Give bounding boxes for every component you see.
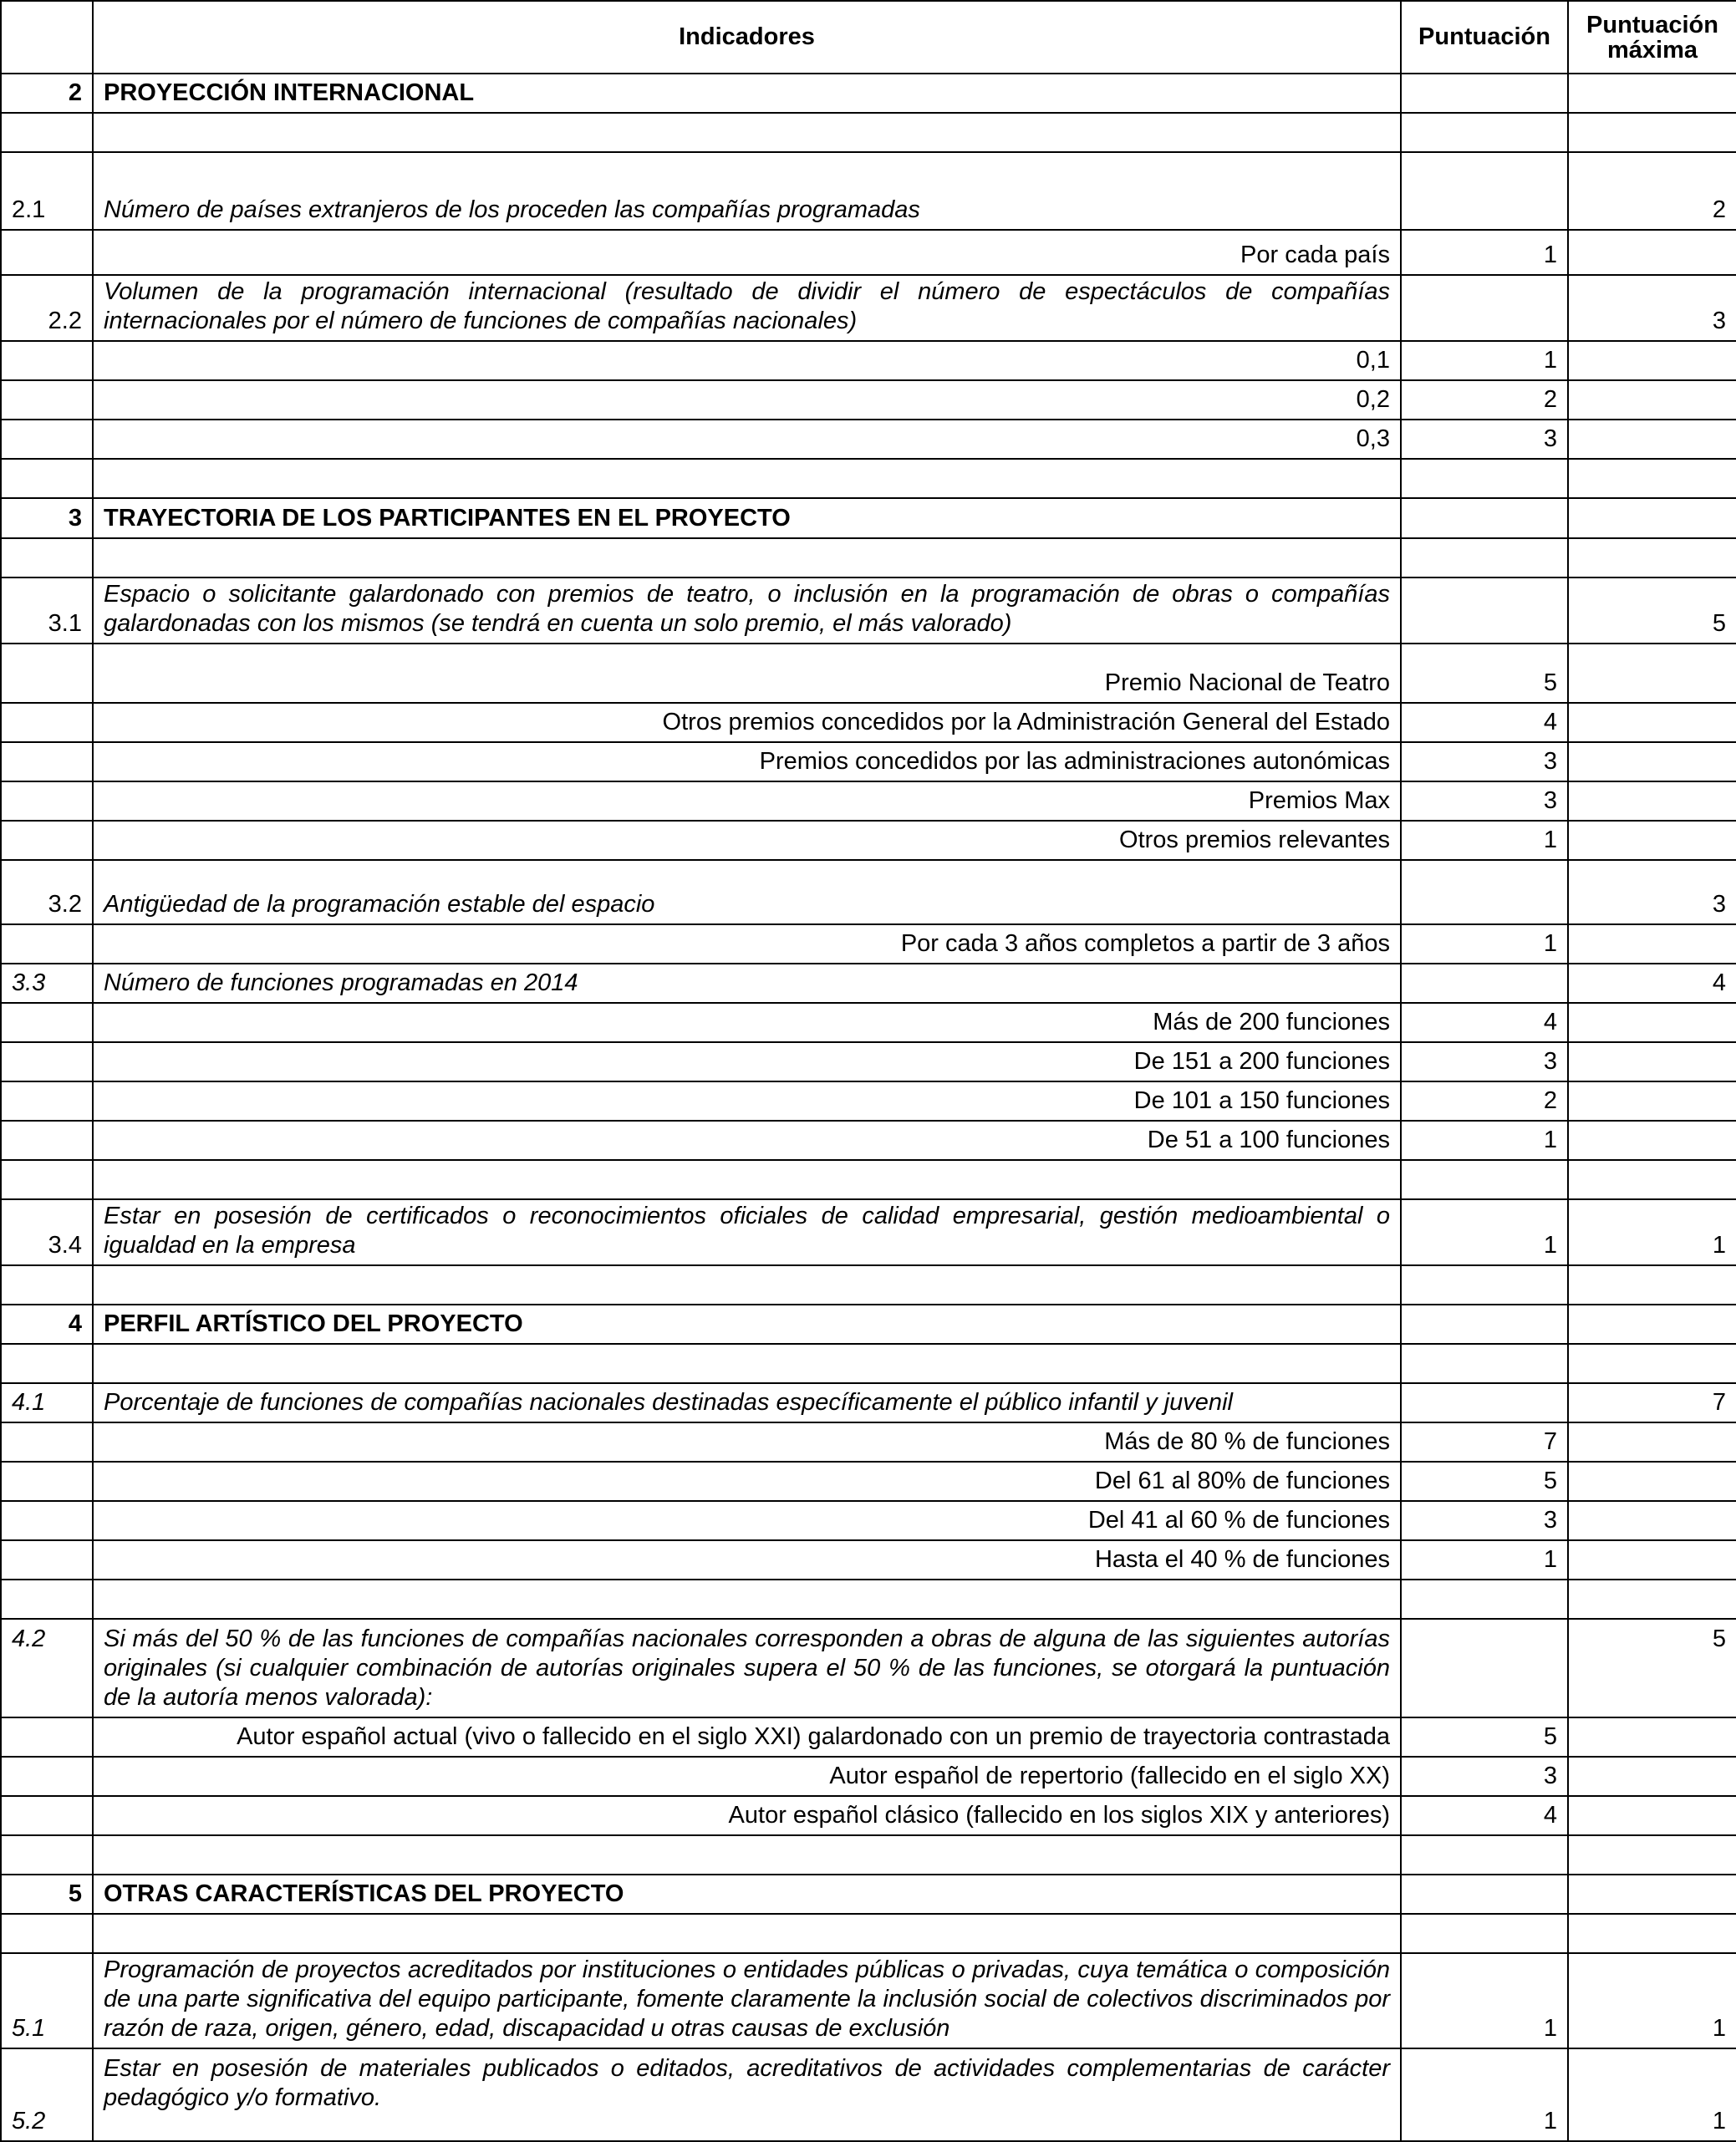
option-row	[1, 1540, 1736, 1580]
option-text: Más de 200 funciones	[93, 1003, 1401, 1042]
criterion-text: Estar en posesión de certificados o reconocimientos oficiales de calidad empresarial, gestión medioambiental o igualdad en la empresa	[93, 1199, 1401, 1265]
option-row	[1, 1717, 1736, 1757]
criterion-row	[1, 964, 1736, 1003]
criterion-number: 5.2	[1, 2048, 93, 2141]
section-number: 5	[1, 1875, 93, 1914]
option-text: Autor español de repertorio (fallecido en el siglo XX)	[93, 1757, 1401, 1796]
option-score: 3	[1401, 1501, 1568, 1540]
header-puntuacion: Puntuación	[1401, 1, 1568, 74]
criterion-max-score: 1	[1568, 2048, 1736, 2141]
option-text: Otros premios concedidos por la Administración General del Estado	[93, 703, 1401, 742]
criterion-text: Volumen de la programación internacional (resultado de dividir el número de espectáculos de compañías internacionales por el número de funciones de compañías nacionales)	[93, 275, 1401, 341]
criterion-row	[1, 1383, 1736, 1422]
section-row	[1, 498, 1736, 538]
option-score: 5	[1401, 1717, 1568, 1757]
criterion-text: Porcentaje de funciones de compañías nacionales destinadas específicamente el público infantil y juvenil	[93, 1383, 1401, 1422]
criterion-max-score: 1	[1568, 1199, 1736, 1265]
criterion-number: 5.1	[1, 1953, 93, 2048]
option-row	[1, 742, 1736, 781]
option-text: Premios concedidos por las administraciones autonómicas	[93, 742, 1401, 781]
header-row	[1, 1, 1736, 74]
criterion-text: Número de funciones programadas en 2014	[93, 964, 1401, 1003]
criterion-number: 4.2	[1, 1619, 93, 1717]
spacer-row	[1, 459, 1736, 498]
option-score: 5	[1401, 644, 1568, 703]
option-row	[1, 1757, 1736, 1796]
criterion-number: 3.2	[1, 860, 93, 924]
option-text: Del 41 al 60 % de funciones	[93, 1501, 1401, 1540]
option-row	[1, 1121, 1736, 1160]
option-row	[1, 1422, 1736, 1462]
option-score: 3	[1401, 742, 1568, 781]
option-row	[1, 821, 1736, 860]
criterion-max-score: 2	[1568, 152, 1736, 230]
option-row	[1, 1042, 1736, 1081]
criterion-number: 3.4	[1, 1199, 93, 1265]
option-score: 5	[1401, 1462, 1568, 1501]
option-row	[1, 1003, 1736, 1042]
option-text: 0,3	[93, 420, 1401, 459]
criterion-text: Número de países extranjeros de los proceden las compañías programadas	[93, 152, 1401, 230]
option-text: De 101 a 150 funciones	[93, 1081, 1401, 1121]
spacer-row	[1, 113, 1736, 152]
criterion-number: 2.2	[1, 275, 93, 341]
criterion-score: 1	[1401, 1199, 1568, 1265]
option-score: 1	[1401, 230, 1568, 275]
section-row	[1, 1305, 1736, 1344]
option-row	[1, 420, 1736, 459]
option-score: 1	[1401, 341, 1568, 380]
spacer-row	[1, 538, 1736, 577]
header-puntuacion-maxima	[1568, 1, 1736, 74]
criterion-number: 2.1	[1, 152, 93, 230]
section-number: 4	[1, 1305, 93, 1344]
option-score: 1	[1401, 924, 1568, 964]
spacer-row	[1, 1160, 1736, 1199]
option-score: 3	[1401, 420, 1568, 459]
section-number: 2	[1, 74, 93, 113]
criterion-text: Antigüedad de la programación estable del espacio	[93, 860, 1401, 924]
option-text: Autor español clásico (fallecido en los siglos XIX y anteriores)	[93, 1796, 1401, 1835]
criterion-max-score: 5	[1568, 1619, 1736, 1717]
spacer-row	[1, 1914, 1736, 1953]
criterion-score: 1	[1401, 2048, 1568, 2141]
criterion-max-score: 5	[1568, 577, 1736, 644]
section-row	[1, 74, 1736, 113]
option-row	[1, 1796, 1736, 1835]
criterion-number: 3.1	[1, 577, 93, 644]
option-text: Por cada 3 años completos a partir de 3 años	[93, 924, 1401, 964]
criterion-row	[1, 152, 1736, 230]
option-text: 0,1	[93, 341, 1401, 380]
option-score: 4	[1401, 1003, 1568, 1042]
spacer-row	[1, 1835, 1736, 1875]
option-score: 7	[1401, 1422, 1568, 1462]
option-score: 3	[1401, 1757, 1568, 1796]
option-text: De 151 a 200 funciones	[93, 1042, 1401, 1081]
criterion-score: 1	[1401, 1953, 1568, 2048]
option-text: De 51 a 100 funciones	[93, 1121, 1401, 1160]
option-text: Autor español actual (vivo o fallecido en el siglo XXI) galardonado con un premio de trayectoria contrastada	[93, 1717, 1401, 1757]
option-row	[1, 380, 1736, 420]
criterion-row	[1, 1953, 1736, 2048]
criterion-row	[1, 2048, 1736, 2141]
criterion-row	[1, 1199, 1736, 1265]
criterion-text: Espacio o solicitante galardonado con premios de teatro, o inclusión en la programación de obras o compañías galardonadas con los mismos (se tendrá en cuenta un solo premio, el más valorado)	[93, 577, 1401, 644]
criterion-max-score: 7	[1568, 1383, 1736, 1422]
section-title: PROYECCIÓN INTERNACIONAL	[93, 74, 1401, 113]
criterion-number: 4.1	[1, 1383, 93, 1422]
option-text: Del 61 al 80% de funciones	[93, 1462, 1401, 1501]
criterion-max-score: 1	[1568, 1953, 1736, 2048]
criterion-text: Si más del 50 % de las funciones de compañías nacionales corresponden a obras de alguna de las siguientes autorías originales (si cualquier combinación de autorías originales supera el 50 % de las funciones, se otorgará la puntuación de la autoría menos valorada):	[93, 1619, 1401, 1717]
criterion-row	[1, 860, 1736, 924]
option-text: Hasta el 40 % de funciones	[93, 1540, 1401, 1580]
header-puntuacion-maxima-line1: Puntuación	[1586, 11, 1718, 38]
option-text: Otros premios relevantes	[93, 821, 1401, 860]
option-row	[1, 341, 1736, 380]
section-title: TRAYECTORIA DE LOS PARTICIPANTES EN EL PROYECTO	[93, 498, 1401, 538]
option-text: Más de 80 % de funciones	[93, 1422, 1401, 1462]
option-row	[1, 924, 1736, 964]
option-row	[1, 1081, 1736, 1121]
option-score: 1	[1401, 821, 1568, 860]
option-row	[1, 230, 1736, 275]
section-title: PERFIL ARTÍSTICO DEL PROYECTO	[93, 1305, 1401, 1344]
criterion-text: Programación de proyectos acreditados por instituciones o entidades públicas o privadas, cuya temática o composición de una parte significativa del equipo participante, fomente claramente la inclusión social de colectivos discriminados por razón de raza, origen, género, edad, discapacidad u otras causas de exclusión	[93, 1953, 1401, 2048]
option-row	[1, 1501, 1736, 1540]
spacer-row	[1, 1580, 1736, 1619]
criterion-row	[1, 1619, 1736, 1717]
option-score: 3	[1401, 1042, 1568, 1081]
option-score: 2	[1401, 380, 1568, 420]
criterion-row	[1, 577, 1736, 644]
option-score: 3	[1401, 781, 1568, 821]
criterion-max-score: 3	[1568, 860, 1736, 924]
option-row	[1, 644, 1736, 703]
option-row	[1, 703, 1736, 742]
criterion-text: Estar en posesión de materiales publicados o editados, acreditativos de actividades complementarias de carácter pedagógico y/o formativo.	[93, 2048, 1401, 2141]
criterion-row	[1, 275, 1736, 341]
option-row	[1, 1462, 1736, 1501]
criterion-max-score: 4	[1568, 964, 1736, 1003]
option-text: Premio Nacional de Teatro	[93, 644, 1401, 703]
criterion-number: 3.3	[1, 964, 93, 1003]
criterion-max-score: 3	[1568, 275, 1736, 341]
option-score: 4	[1401, 703, 1568, 742]
spacer-row	[1, 1265, 1736, 1305]
option-text: Premios Max	[93, 781, 1401, 821]
option-score: 1	[1401, 1540, 1568, 1580]
header-indicadores: Indicadores	[93, 1, 1401, 74]
section-number: 3	[1, 498, 93, 538]
spacer-row	[1, 1344, 1736, 1383]
option-score: 4	[1401, 1796, 1568, 1835]
header-number-cell	[1, 1, 93, 74]
option-text: 0,2	[93, 380, 1401, 420]
section-title: OTRAS CARACTERÍSTICAS DEL PROYECTO	[93, 1875, 1401, 1914]
header-puntuacion-maxima-line2: máxima	[1606, 36, 1698, 64]
option-text: Por cada país	[93, 230, 1401, 275]
option-score: 2	[1401, 1081, 1568, 1121]
section-row	[1, 1875, 1736, 1914]
option-score: 1	[1401, 1121, 1568, 1160]
option-row	[1, 781, 1736, 821]
